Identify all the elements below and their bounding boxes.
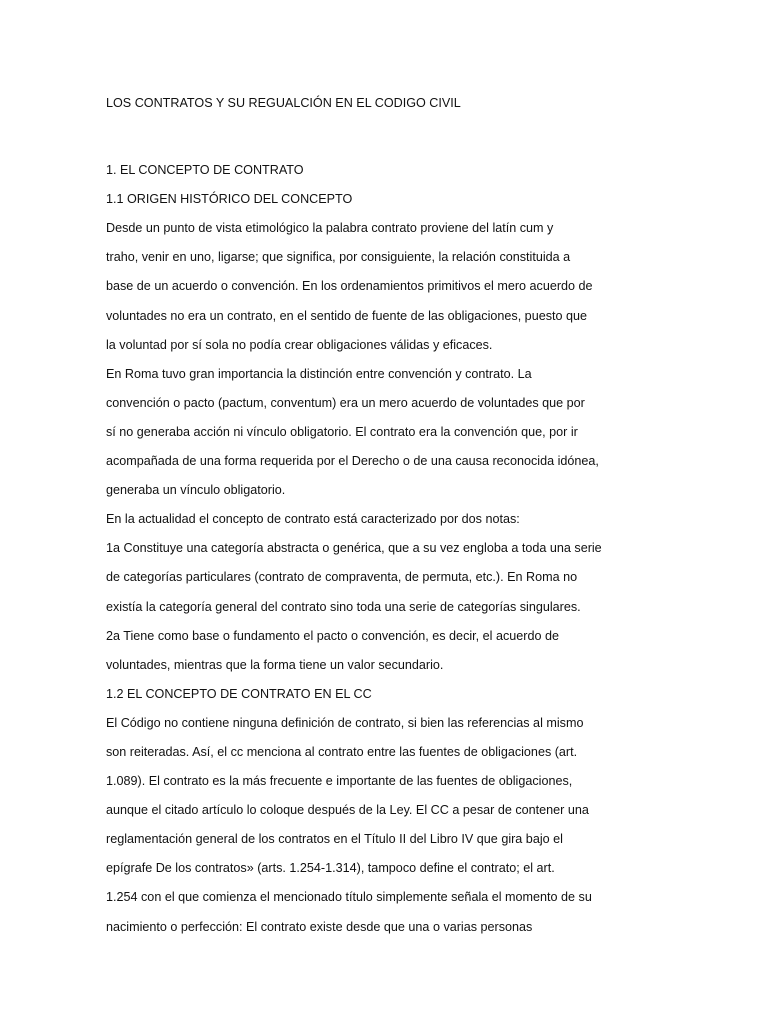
paragraph-line: reglamentación general de los contratos en el Título II del Libro IV que gira bajo el [106, 832, 563, 847]
paragraph-line: de categorías particulares (contrato de compraventa, de permuta, etc.). En Roma no [106, 570, 578, 585]
paragraph-line: 2a Tiene como base o fundamento el pacto o convención, es decir, el acuerdo de [106, 628, 559, 643]
paragraph-line: acompañada de una forma requerida por el Derecho o de una causa reconocida idónea, [106, 454, 599, 469]
subsection-heading: 1.1 ORIGEN HISTÓRICO DEL CONCEPTO [106, 192, 353, 207]
paragraph-line: nacimiento o perfección: El contrato existe desde que una o varias personas [106, 919, 533, 934]
paragraph-line: voluntades, mientras que la forma tiene un valor secundario. [106, 657, 444, 672]
paragraph-line: El Código no contiene ninguna definición de contrato, si bien las referencias al mismo [106, 715, 584, 730]
paragraph-line: base de un acuerdo o convención. En los ordenamientos primitivos el mero acuerdo de [106, 279, 593, 294]
section-heading: 1. EL CONCEPTO DE CONTRATO [106, 163, 304, 178]
paragraph-line: generaba un vínculo obligatorio. [106, 483, 286, 498]
paragraph-line: Desde un punto de vista etimológico la palabra contrato proviene del latín cum y [106, 221, 554, 236]
paragraph-line: 1a Constituye una categoría abstracta o genérica, que a su vez engloba a toda una serie [106, 541, 602, 556]
document-title: LOS CONTRATOS Y SU REGUALCIÓN EN EL CODIGO CIVIL [106, 96, 461, 110]
paragraph-line: sí no generaba acción ni vínculo obligatorio. El contrato era la convención que, por ir [106, 424, 578, 439]
paragraph-line: son reiteradas. Así, el cc menciona al contrato entre las fuentes de obligaciones (art. [106, 744, 578, 759]
paragraph-line: la voluntad por sí sola no podía crear obligaciones válidas y eficaces. [106, 337, 493, 352]
paragraph-line: aunque el citado artículo lo coloque después de la Ley. El CC a pesar de contener una [106, 803, 589, 818]
paragraph-line: En Roma tuvo gran importancia la distinción entre convención y contrato. La [106, 366, 532, 381]
paragraph-line: 1.254 con el que comienza el mencionado título simplemente señala el momento de su [106, 890, 592, 905]
paragraph-line: En la actualidad el concepto de contrato está caracterizado por dos notas: [106, 512, 520, 527]
subsection-heading: 1.2 EL CONCEPTO DE CONTRATO EN EL CC [106, 686, 372, 701]
paragraph-line: voluntades no era un contrato, en el sentido de fuente de las obligaciones, puesto que [106, 308, 588, 323]
paragraph-line: 1.089). El contrato es la más frecuente e importante de las fuentes de obligaciones, [106, 774, 573, 789]
paragraph-line: traho, venir en uno, ligarse; que significa, por consiguiente, la relación constituida a [106, 250, 571, 265]
paragraph-line: epígrafe De los contratos» (arts. 1.254-1.314), tampoco define el contrato; el art. [106, 861, 555, 876]
paragraph-line: existía la categoría general del contrato sino toda una serie de categorías singulares. [106, 599, 581, 614]
paragraph-line: convención o pacto (pactum, conventum) era un mero acuerdo de voluntades que por [106, 395, 585, 410]
document-body [106, 89, 716, 942]
title-spacing [106, 118, 716, 156]
